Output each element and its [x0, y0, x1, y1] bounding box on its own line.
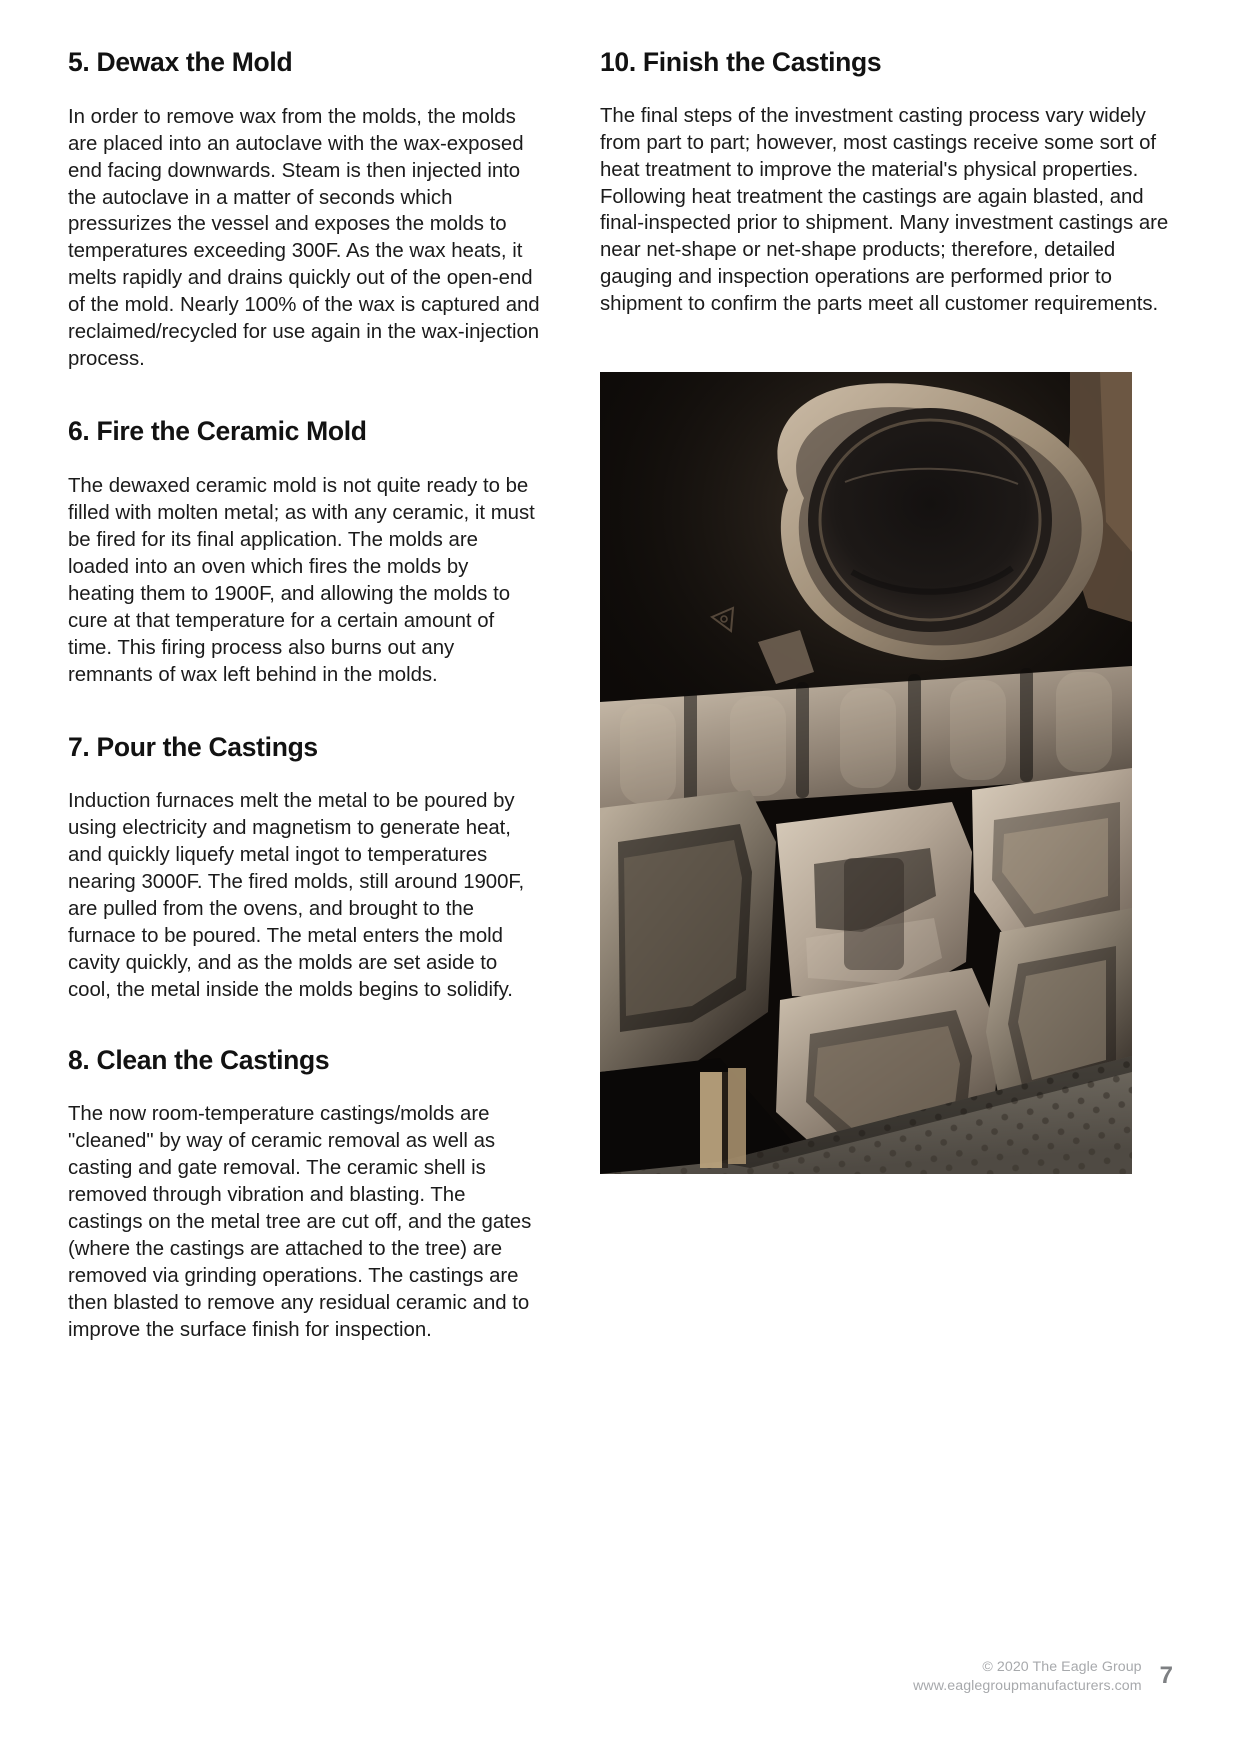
- section-clean-the-castings: [68, 1046, 540, 1344]
- section-body-7: Induction furnaces melt the metal to be poured by using electricity and magnetism to generate heat, and quickly liquefy metal ingot to temperatures nearing 3000F. The fired molds, still around 1900F, are pulled from the ovens, and brought to the furnace to be poured. The metal enters the mold cavity quickly, and as the molds are set aside to cool, the metal inside the molds begins to solidify.: [68, 790, 525, 1001]
- section-body-10: The final steps of the investment casting process vary widely from part to part; however, most castings receive some sort of heat treatment to improve the material's physical properties. Following heat treatment the castings are again blasted, and final-inspected prior to shipment. Many investment castings are near net-shape or net-shape products; therefore, detailed gauging and inspection operations are performed prior to shipment to confirm the parts meet all customer requirements.: [600, 104, 1169, 316]
- section-fire-the-ceramic-mold: [68, 417, 540, 688]
- footer-credit: [913, 1658, 1142, 1696]
- footer-copyright: © 2020 The Eagle Group: [982, 1659, 1142, 1675]
- section-heading-10: 10. Finish the Castings: [600, 47, 882, 77]
- page-footer: [913, 1658, 1173, 1696]
- section-body-5: In order to remove wax from the molds, the molds are placed into an autoclave with the wax-exposed end facing downwards. Steam is then injected into the autoclave in a matter of seconds which pressurizes the vessel and exposes the molds to temperatures exceeding 300F. As the wax heats, it melts rapidly and drains quickly out of the open-end of the mold. Nearly 100% of the wax is captured and reclaimed/recycled for use again in the wax-injection process.: [68, 105, 540, 371]
- page-content: [68, 48, 1173, 1344]
- right-column: [600, 48, 1172, 1344]
- footer-website: www.eaglegroupmanufacturers.com: [913, 1678, 1142, 1694]
- investment-casting-parts-photo: [600, 372, 1132, 1174]
- section-body-6: The dewaxed ceramic mold is not quite ready to be filled with molten metal; as with any ceramic, it must be fired for its final application. The molds are loaded into an oven which fires the molds by heating them to 1900F, and allowing the molds to cure at that temperature for a certain amount of time. This firing process also burns out any remnants of wax left behind in the molds.: [68, 474, 535, 686]
- photo-canvas: [600, 372, 1132, 1174]
- section-pour-the-castings: [68, 733, 540, 1004]
- left-column: [68, 48, 540, 1344]
- section-heading-7: 7. Pour the Castings: [68, 731, 318, 762]
- section-finish-the-castings: [600, 48, 1172, 318]
- section-heading-6: 6. Fire the Ceramic Mold: [68, 416, 367, 447]
- section-dewax-the-mold: [68, 48, 540, 373]
- section-heading-5: 5. Dewax the Mold: [68, 47, 293, 77]
- section-body-8: The now room-temperature castings/molds are "cleaned" by way of ceramic removal as well as casting and gate removal. The ceramic shell is removed through vibration and blasting. The castings on the metal tree are cut off, and the gates (where the castings are attached to the tree) are removed via grinding operations. The castings are then blasted to remove any residual ceramic and to improve the surface finish for inspection.: [68, 1103, 532, 1342]
- section-heading-8: 8. Clean the Castings: [68, 1044, 330, 1075]
- page-number: 7: [1159, 1662, 1173, 1689]
